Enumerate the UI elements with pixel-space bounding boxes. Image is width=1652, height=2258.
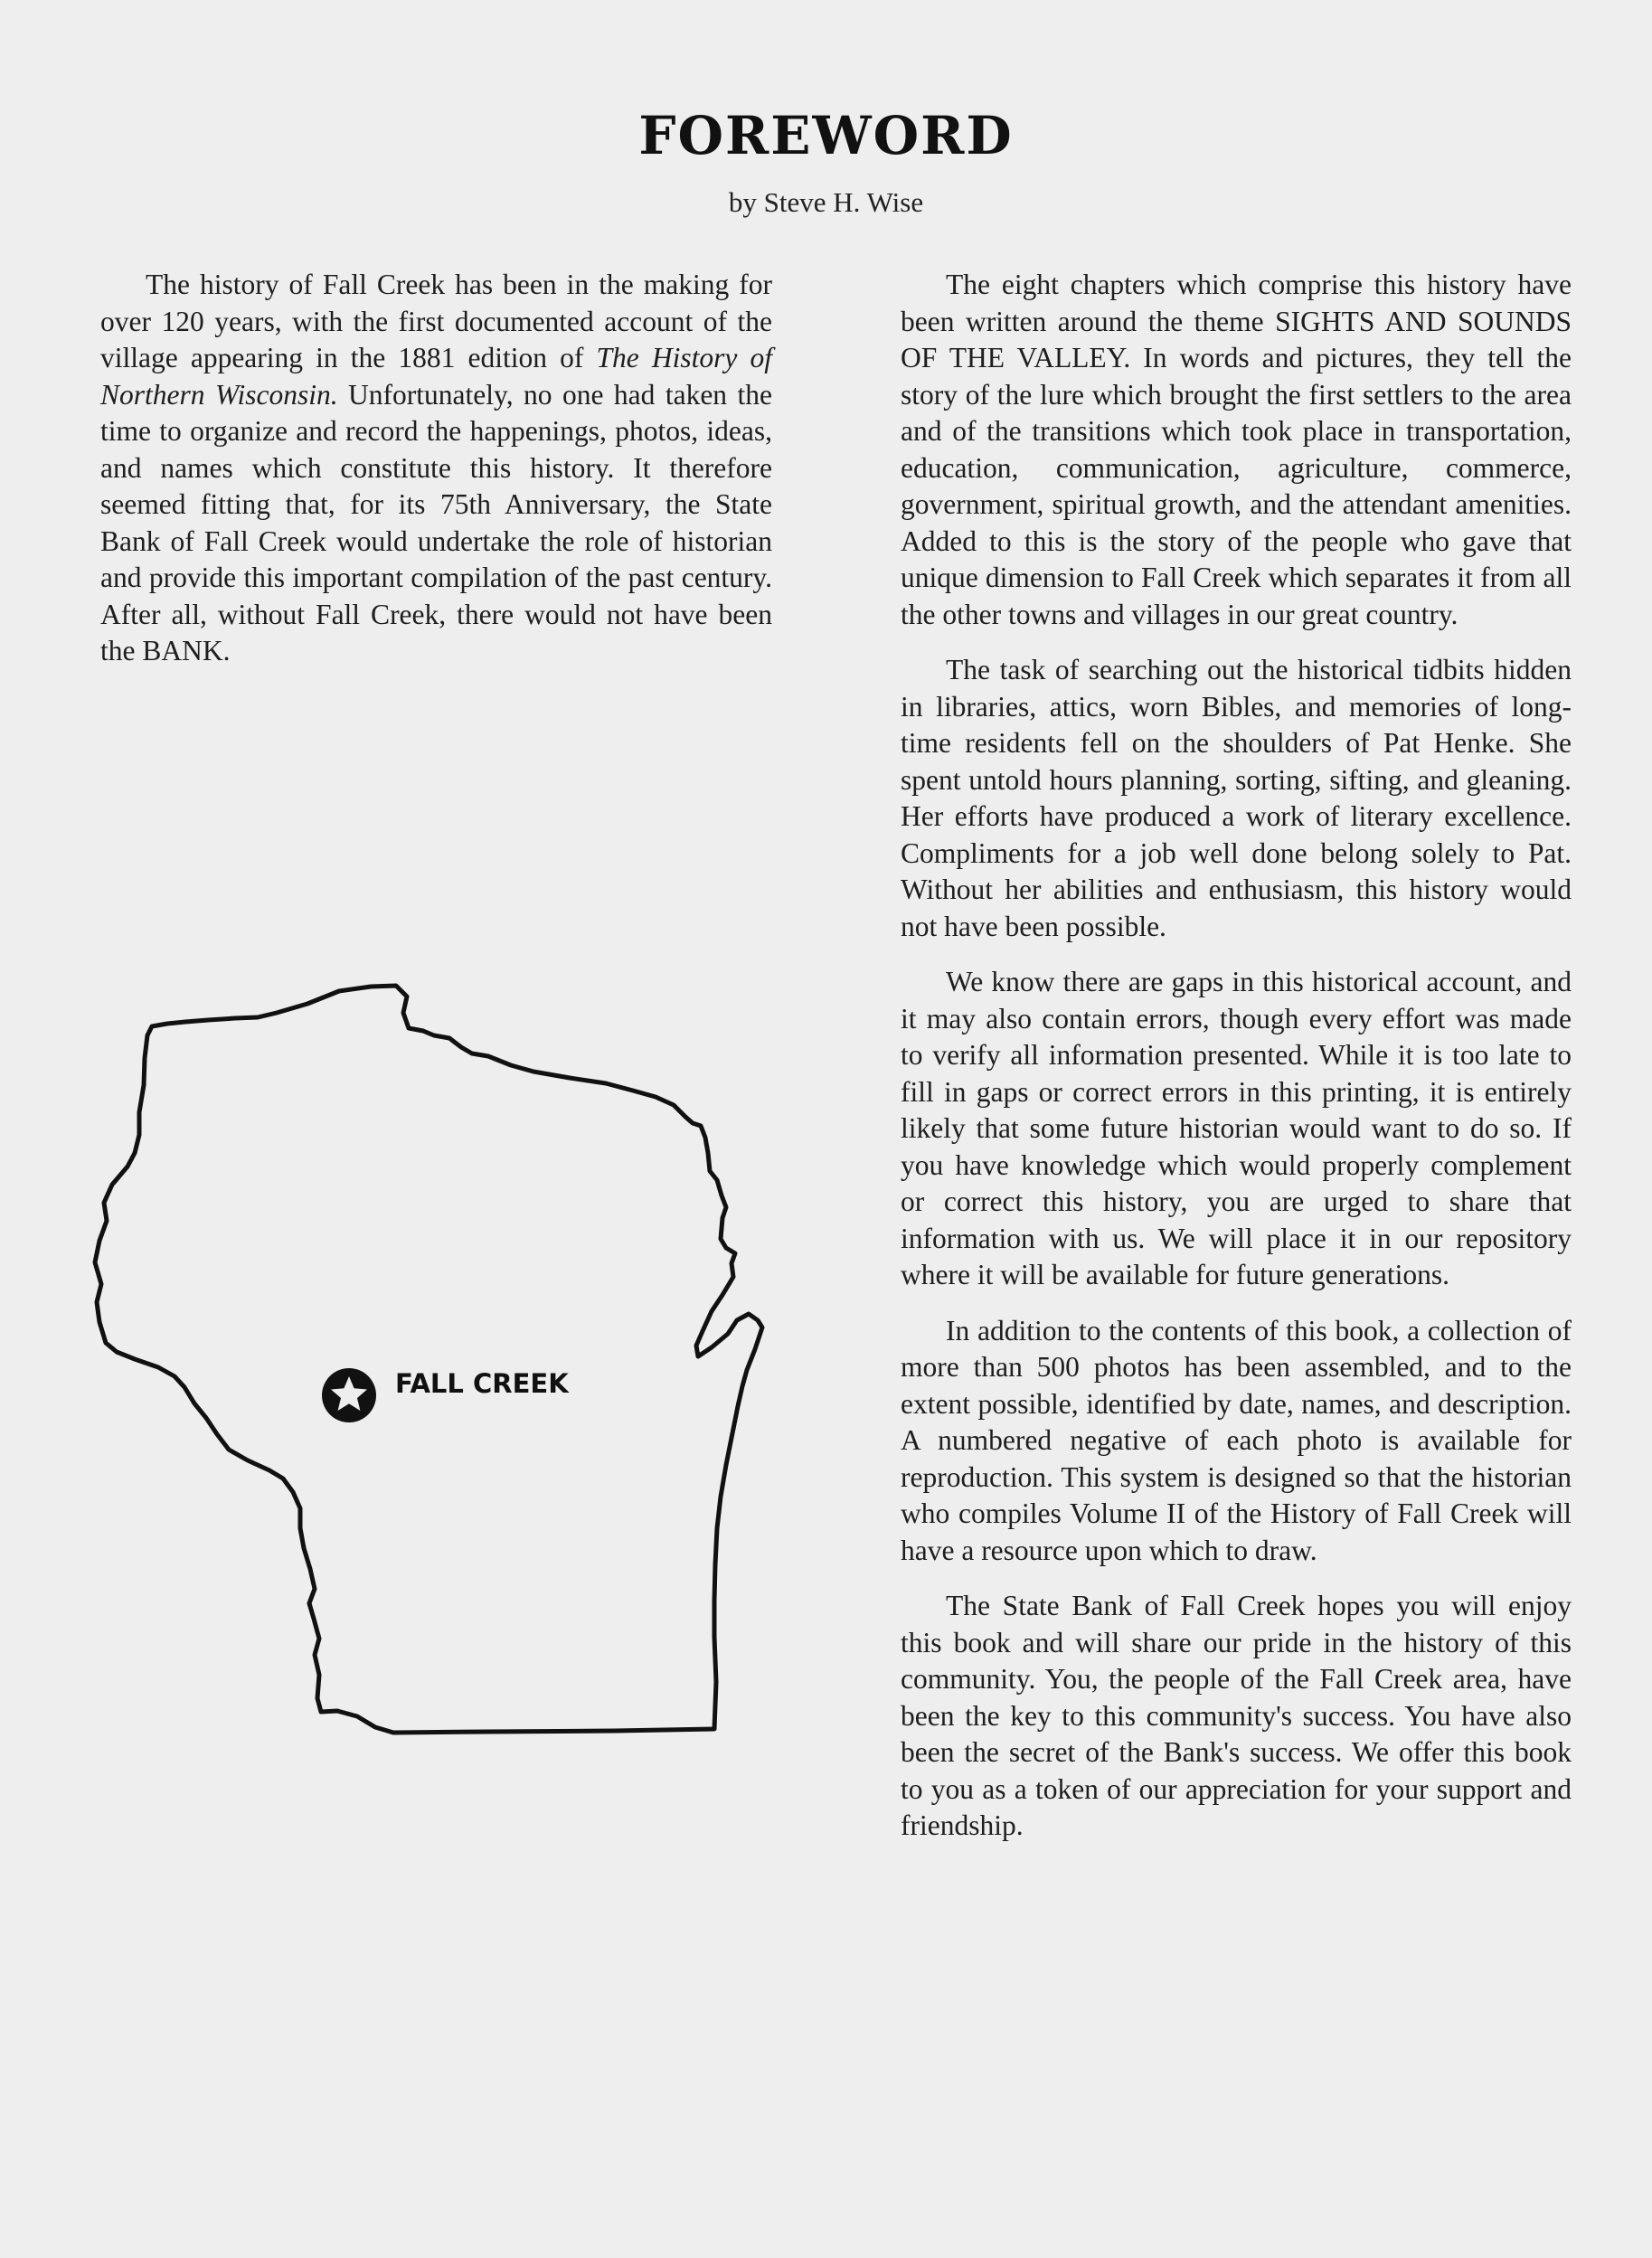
intro-text-end: Unfortunately, no one had taken the time to organize and record the happenings, photos, ideas, and names which constitute this history. It therefore seemed fitting that, for its 75th Anniversary, the State Bank of Fall Creek would undertake the role of historian and provide this important compilation of the past century. After all, without Fall Creek, there would not have been the BANK. (100, 378, 772, 666)
wisconsin-outline (95, 986, 762, 1733)
left-column (100, 267, 772, 689)
author-byline: by Steve H. Wise (728, 186, 924, 218)
book-title-italic: The History of Northern Wisconsin. (100, 342, 772, 411)
intro-text-start: The history of Fall Creek has been in the making for over 120 years, with the first documented account of the village appearing in the 1881 edition of (100, 269, 772, 373)
page-title: FOREWORD (638, 105, 1014, 166)
fall-creek-marker (322, 1368, 376, 1422)
paragraph-closing: The State Bank of Fall Creek hopes you will enjoy this book and will share our pride in the history of this community. You, the people of the Fall Creek area, have been the key to this community's success. You have also been the secret of the Bank's success. We offer this book to you as a token of our appreciation for your support and friendship. (901, 1590, 1572, 1841)
paragraph-intro (100, 267, 772, 670)
map-location-label: FALL CREEK (395, 1368, 569, 1399)
paragraph-research: The task of searching out the historical tidbits hidden in libraries, attics, worn Bibles, and memories of long-time residents fell on the shoulders of Pat Henke. She spent untold hours planning, sorting, sifting, and gleaning. Her efforts have produced a work of literary excellence. Compliments for a job well done belong solely to Pat. Without her abilities and enthusiasm, this history would not have been possible. (901, 654, 1572, 942)
paragraph-photos: In addition to the contents of this book, a collection of more than 500 photos has been assembled, and to the extent possible, identified by date, names, and description. A numbered negative of each photo is available for reproduction. This system is designed so that the historian who compiles Volume II of the History of Fall Creek will have a resource upon which to draw. (901, 1314, 1572, 1566)
paragraph-chapters: The eight chapters which comprise this history have been written around the theme SIGHTS AND SOUNDS OF THE VALLEY. In words and pictures, they tell the story of the lure which brought the first settlers to the area and of the transitions which took place in transportation, education, communication, agriculture, commerce, government, spiritual growth, and the attendant amenities. Added to this is the story of the people who gave that unique dimension to Fall Creek which separates it from all the other towns and villages in our great country. (901, 269, 1572, 630)
right-column (901, 267, 1572, 1864)
paragraph-errors: We know there are gaps in this historical account, and it may also contain errors, though every effort was made to verify all information presented. While it is too late to fill in gaps or correct errors in this printing, it is entirely likely that some future historian would want to do so. If you have knowledge which would properly complement or correct this history, you are urged to share that information with us. We will place it in our repository where it will be available for future generations. (901, 966, 1572, 1290)
wisconsin-map (90, 981, 787, 1741)
